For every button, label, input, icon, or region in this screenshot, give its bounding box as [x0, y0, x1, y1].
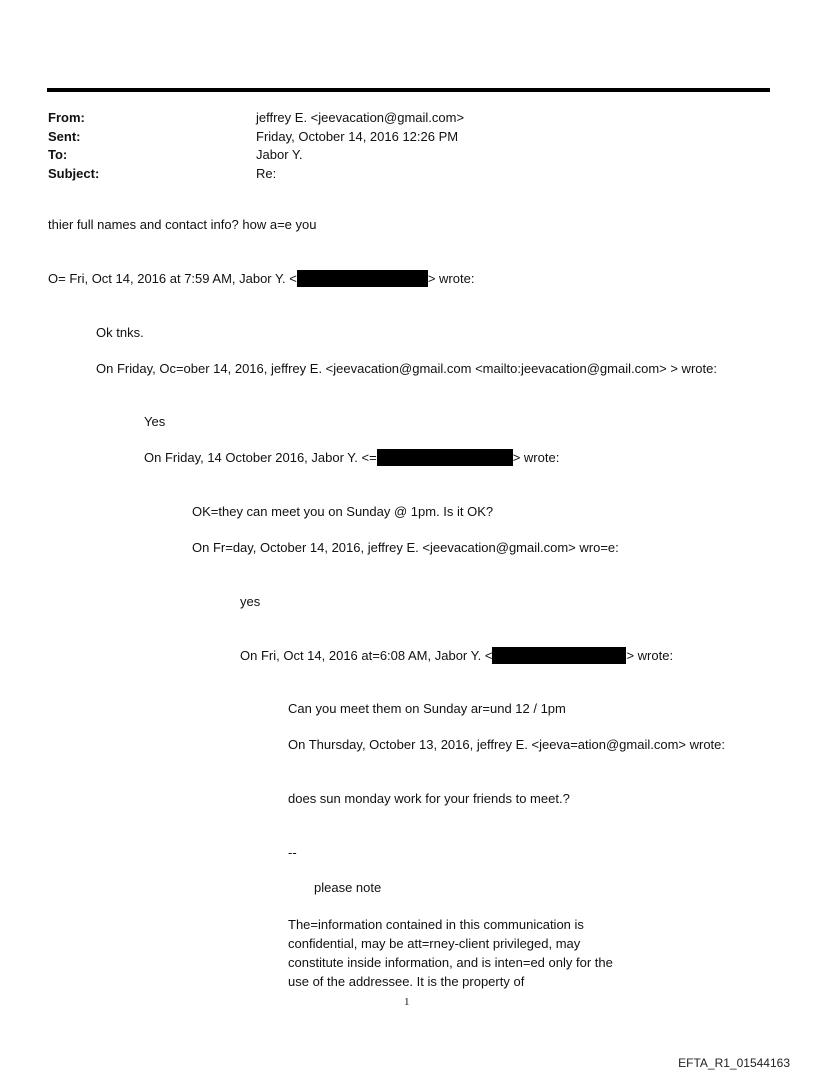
sent-label: Sent: — [48, 128, 81, 144]
quote-header-5 — [240, 647, 673, 664]
document-id-footer: EFTA_R1_01544163 — [678, 1056, 790, 1070]
quote-header-2: On Friday, Oc=ober 14, 2016, jeffrey E. <jeevacation@gmail.com <mailto:jeevacation@gmail.com> > wrote: — [96, 361, 717, 376]
to-value: Jabor Y. — [256, 147, 303, 162]
subject-row — [48, 165, 464, 184]
from-row — [48, 109, 464, 128]
from-label: From: — [48, 110, 85, 125]
yes-text-2: yes — [240, 594, 261, 609]
quote-header-3-post: > wrote: — [512, 450, 560, 465]
quote-header-3 — [144, 449, 559, 466]
sent-row — [48, 128, 464, 147]
from-value: jeffrey E. <jeevacation@gmail.com> — [256, 110, 465, 125]
meet-sunday-text: Can you meet them on Sunday ar=und 12 / 1pm — [288, 701, 566, 716]
ok-tnks-text: Ok tnks. — [96, 325, 144, 340]
sent-value: Friday, October 14, 2016 12:26 PM — [256, 128, 459, 144]
redaction-box — [377, 449, 513, 466]
quote-header-6: On Thursday, October 13, 2016, jeffrey E. <jeeva=ation@gmail.com> wrote: — [288, 737, 726, 752]
quote-header-4: On Fr=day, October 14, 2016, jeffrey E. <jeevacation@gmail.com> wro=e: — [192, 540, 619, 555]
yes-text-1: Yes — [144, 414, 166, 429]
ok-sunday-text: OK=they can meet you on Sunday @ 1pm. Is it OK? — [192, 504, 494, 519]
redaction-box — [492, 647, 626, 664]
please-note-text: please note — [314, 880, 382, 895]
redaction-box — [297, 270, 428, 287]
quote-header-3-pre: On Friday, 14 October 2016, Jabor Y. <= — [144, 450, 377, 465]
header-rule — [47, 88, 770, 92]
quote-header-1-pre: O= Fri, Oct 14, 2016 at 7:59 AM, Jabor Y. < — [48, 271, 297, 286]
signature-dashes: -- — [288, 845, 297, 860]
to-row — [48, 146, 464, 165]
quote-header-5-post: > wrote: — [626, 648, 674, 663]
subject-label: Subject: — [48, 165, 100, 181]
page-number: 1 — [404, 996, 410, 1008]
email-header — [48, 109, 464, 183]
subject-value: Re: — [256, 165, 277, 181]
quote-header-5-pre: On Fri, Oct 14, 2016 at=6:08 AM, Jabor Y. < — [240, 648, 493, 663]
to-label: To: — [48, 147, 68, 162]
disclaimer-paragraph: The=information contained in this communication is confidential, may be att=rney-client privileged, may constitute inside information, and is inten=ed only for the use of the addressee. It is the property of — [288, 917, 613, 989]
quote-header-1 — [48, 270, 474, 287]
sun-monday-text: does sun monday work for your friends to meet.? — [288, 791, 570, 806]
reply-text: thier full names and contact info? how a=e you — [48, 217, 317, 232]
quote-header-1-post: > wrote: — [427, 271, 475, 286]
